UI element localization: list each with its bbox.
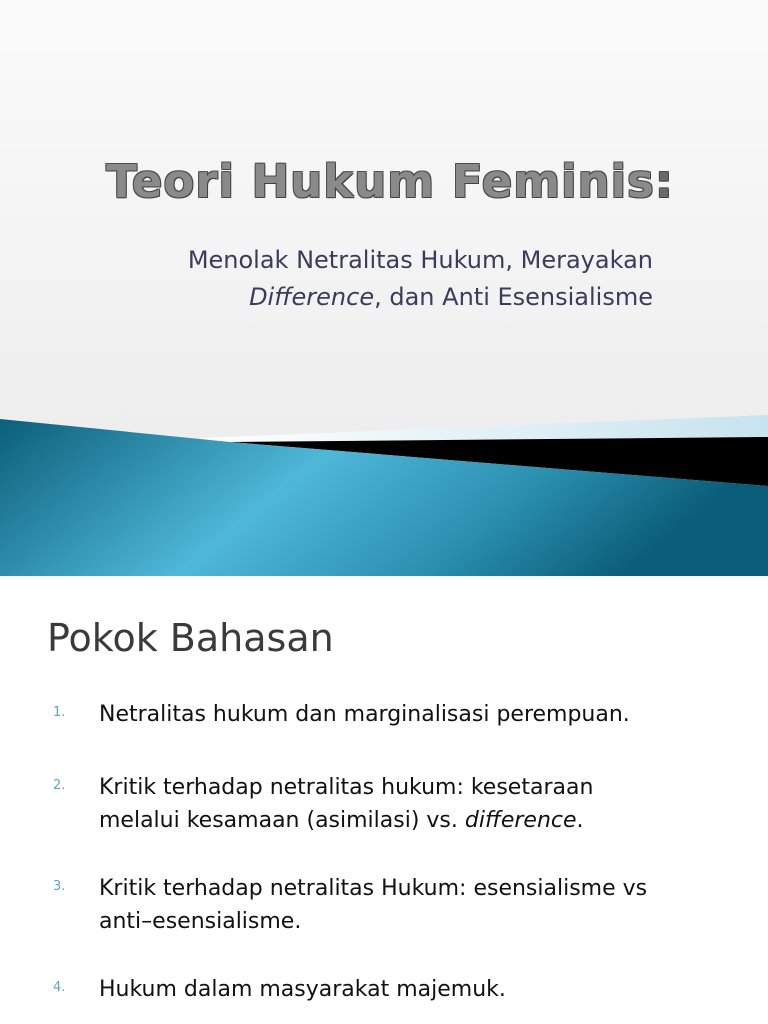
list-item-text: Hukum dalam masyarakat majemuk.: [99, 977, 506, 1002]
list-item-line-1: Kritik terhadap netralitas Hukum: esensialisme vs: [99, 876, 648, 901]
slide-subtitle: [188, 242, 653, 316]
slide-heading: Pokok Bahasan: [47, 616, 334, 660]
subtitle-line-2-rest: , dan Anti Esensialisme: [374, 283, 653, 311]
agenda-slide: [0, 576, 768, 1024]
list-item-italic: difference: [464, 808, 577, 833]
list-item-text: [99, 771, 739, 837]
list-number: 4.: [53, 980, 66, 995]
subtitle-line-2: [188, 279, 653, 316]
list-number: 3.: [53, 879, 66, 894]
list-item-line-2-end: .: [576, 808, 584, 833]
decorative-wave-band: [0, 400, 768, 576]
list-item-line-2: [99, 804, 739, 837]
list-number: 1.: [53, 705, 66, 720]
title-text: Teori Hukum Feminis: [106, 155, 655, 208]
subtitle-line-1: Menolak Netralitas Hukum, Merayakan: [187, 246, 653, 274]
list-item-text: Netralitas hukum dan marginalisasi perempuan.: [99, 702, 630, 727]
list-item-line-1: Kritik terhadap netralitas hukum: kesetaraan: [99, 775, 594, 800]
list-item-line-2: anti–esensialisme.: [99, 909, 302, 934]
subtitle-italic: Difference: [249, 283, 375, 311]
list-item-text: [99, 872, 739, 938]
slide-title: [0, 155, 768, 208]
list-item-line-2-start: melalui kesamaan (asimilasi) vs.: [99, 808, 465, 833]
list-number: 2.: [53, 778, 66, 793]
title-colon: :: [654, 155, 674, 208]
